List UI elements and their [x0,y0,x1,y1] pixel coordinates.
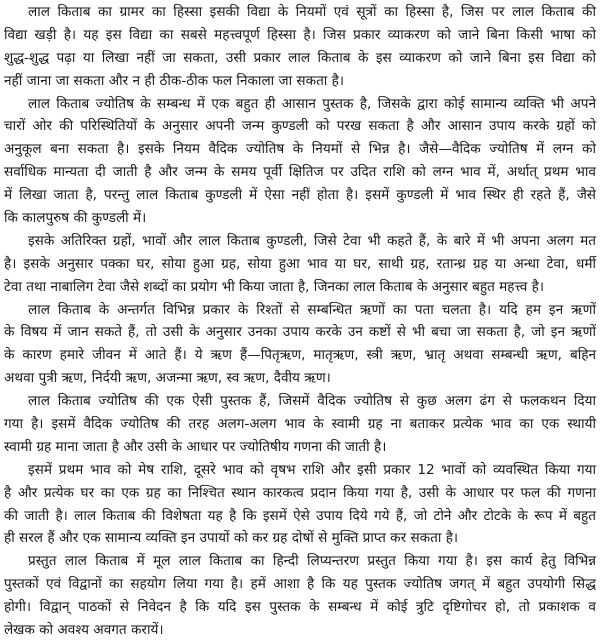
paragraph-line: ही सरल हैं और एक सामान्य व्यक्ति इन उपायों को कर ग्रह दोषों से मुक्ति प्राप्त कर सकता है। [4,530,459,547]
paragraph-line: प्रस्तुत लाल किताब में मूल लाल किताब का हिन्दी लिप्यन्तरण प्रस्तुत किया गया है। इस कार्य हेतु विभिन्न [28,553,596,570]
paragraph-line: लाल किताब ज्योतिष की एक ऐसी पुस्तक हैं, जिसमें वैदिक ज्योतिष से कुछ अलग ढंग से फलकथन दिया [28,393,596,410]
paragraph [4,93,596,230]
paragraph-line: लाल किताब के अन्तर्गत विभिन्न प्रकार के रिश्तों से सम्बन्धित ऋणों का पता चलता है। यदि हम इन ऋणों [28,301,596,318]
paragraph [4,299,596,391]
paragraph [4,390,596,459]
paragraph-line: पुस्तकों एवं विद्वानों का सहयोग लिया गया है। हमें आशा है कि यह पुस्तक ज्योतिष जगत् में बहुत उपयोगी सिद्ध [4,576,596,593]
paragraph-line: के विषय में जान सकते हैं, तो उसी के अनुसार उनका उपाय करके उन कष्टों से भी बचा जा सकता है, जो इन ऋणों [4,324,596,341]
paragraph [4,1,596,93]
paragraph-line: गया है। इसमें वैदिक ज्योतिष की तरह अलग-अलग भाव के स्वामी ग्रह ना बताकर प्रत्येक भाव का एक स्थायी [4,416,596,433]
paragraph-line: की जाती है। लाल किताब की विशेषता यह है कि इसमें ऐसे उपाय दिये गये हैं, जो टोने और टोटके के रूप में बहुत [4,507,596,524]
paragraph-line: है। इसके अनुसार पक्का घर, सोया हुआ ग्रह, सोया हुआ भाव या घर, साथी ग्रह, रतान्ध्र ग्रह या अन्धा टेवा, धर्मी [4,255,596,272]
paragraph [4,230,596,299]
paragraph [4,550,596,642]
paragraph-line: अथवा पुत्री ऋण, निर्दयी ऋण, अजन्मा ऋण, स्व ऋण, दैवीय ऋण। [4,370,331,387]
paragraph [4,459,596,551]
paragraph-line: चारों ओर की परिस्थितियों के अनुसार अपनी जन्म कुण्डली को परख सकता है और आसान उपाय करके ग्रहों को [4,118,596,135]
paragraph-line: इसमें प्रथम भाव को मेष राशि, दूसरे भाव को वृषभ राशि और इसी प्रकार 12 भावों को व्यवस्थित किया गया [28,461,596,478]
paragraph-line: में लिखा जाता है, परन्तु लाल किताब कुण्डली में ऐसा नहीं होता है। इसमें कुण्डली में भाव स्थिर ही रहते हैं, जैसे [4,187,596,204]
paragraph-line: नहीं जाना जा सकता और न ही ठीक-ठीक फल निकाला जा सकता है। [4,72,345,89]
paragraph-line: होगी। विद्वान् पाठकों से निवेदन है कि यदि इस पुस्तक के सम्बन्ध में कोई त्रुटि दृष्टिगोचर हो, तो प्रकाशक व [4,599,596,616]
paragraph-line: के कारण हमारे जीवन में आते हैं। ये ऋण हैं—पितृऋण, मातृऋण, स्त्री ऋण, भ्रातृ अथवा सम्बन्धी ऋण, बहिन [4,347,596,364]
paragraph-line: है और प्रत्येक घर का एक ग्रह का निश्चित स्थान कारकत्व प्रदान किया गया है, उसी के आधार पर फल की गणना [4,484,596,501]
paragraph-line: शुद्ध-शुद्ध पढ़ा या लिखा नहीं जा सकता, उसी प्रकार लाल किताब के इस व्याकरण को जाने बिना इस विद्या को [4,49,596,66]
paragraph-line: लेखक को अवश्य अवगत करायें। [4,622,164,639]
paragraph-line: कि कालपुरुष की कुण्डली में। [4,210,147,227]
paragraph-line: लाल किताब का ग्रामर का हिस्सा इसकी विद्या के नियमों एवं सूत्रों का हिस्सा है, जिस पर लाल किताब की [28,4,596,20]
paragraph-line: सर्वाधिक मान्यता दी जाती है और जन्म के समय पूर्वी क्षितिज पर उदित राशि को लग्न भाव में, अर्थात् प्रथम भाव [4,164,596,181]
paragraph-line: विद्या खड़ी है। यह इस विद्या का सबसे महत्त्वपूर्ण हिस्सा है। जिस प्रकार व्याकरण को जाने बिना किसी भाषा को [4,26,596,43]
paragraph-line: अनुकूल बना सकता है। इसके नियम वैदिक ज्योतिष के नियमों से भिन्न है। जैसे—वैदिक ज्योतिष में लग्न को [4,141,596,158]
paragraph-line: लाल किताब ज्योतिष के सम्बन्ध में एक बहुत ही आसान पुस्तक है, जिसके द्वारा कोई सामान्य व्यक्ति भी अपने [28,95,596,112]
paragraph-line: इसके अतिरिक्त ग्रहों, भावों और लाल किताब कुण्डली, जिसे टेवा भी कहते हैं, के बारे में भी अपना अलग मत [28,232,596,249]
paragraph-line: टेवा तथा नाबालिग टेवा जैसे शब्दों का प्रयोग भी किया जाता है, जिनका लाल किताब के अनुसार बहुत महत्त्व है। [4,278,545,295]
paragraph-line: स्वामी ग्रह माना जाता है और उसी के आधार पर ज्योतिषीय गणना की जाती है। [4,438,387,455]
